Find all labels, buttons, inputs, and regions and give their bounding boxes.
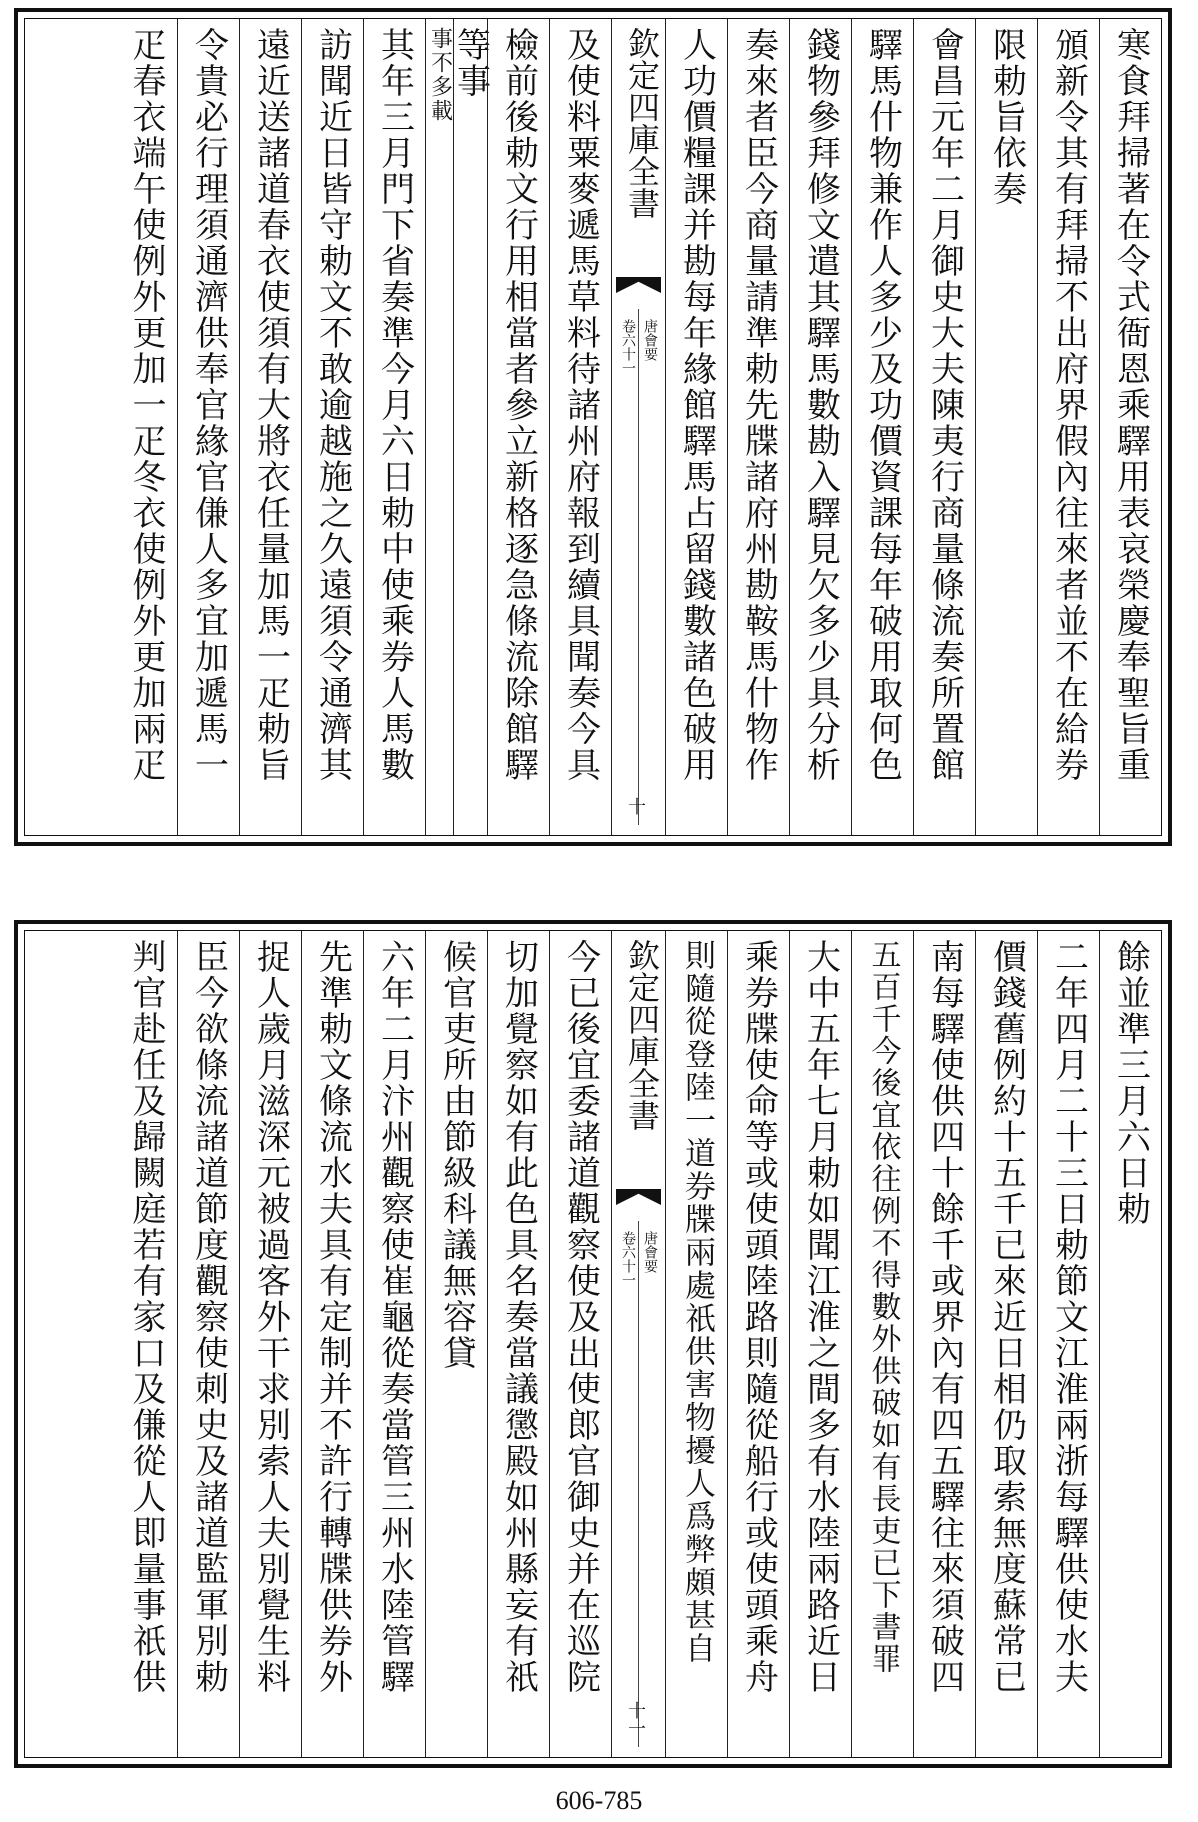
text-column: 及使料粟麥遞馬草料待諸州府報到續具聞奏今具 (549, 19, 611, 835)
text-column: 二年四月二十三日勅節文江淮兩浙每驛供使水夫 (1037, 931, 1099, 1757)
text-column: 錢物參拜修文遣其驛馬數勘入驛見欠多少具分析 (789, 19, 851, 835)
text-column: 判官赴任及歸闕庭若有家口及傔從人即量事祇供 (126, 939, 166, 1695)
text-column: 限勅旨依奏 (975, 19, 1037, 835)
upper-page-frame (24, 18, 1162, 836)
text-column: 乘券牒使命等或使頭陸路則隨從船行或使頭乘舟 (727, 931, 789, 1757)
text-column: 先準勅文條流水夫具有定制并不許行轉牒供券外 (301, 931, 363, 1757)
book-title: 唐會要 (642, 319, 658, 361)
lower-page-frame (24, 930, 1162, 1758)
text-column: 頒新令其有拜掃不出府界假內往來者並不在給券 (1037, 19, 1099, 835)
text-column: 奏來者臣今商量請準勅先牒諸府州勘鞍馬什物作 (727, 19, 789, 835)
text-column: 南每驛使供四十餘千或界內有四五驛往來須破四 (913, 931, 975, 1757)
text-column: 餘並準三月六日勅 (1099, 931, 1161, 1757)
upper-page (14, 8, 1172, 846)
text-column: 則隨從登陸一道券牒兩處祇供害物擾人爲弊頗甚自 (665, 931, 727, 1757)
text-column: 人功價糧課并勘每年緣館驛馬占留錢數諸色破用 (665, 19, 727, 835)
collection-title: 欽定四庫全書 (623, 939, 661, 1131)
text-column: 捉人歲月滋深元被過客外干求別索人夫別覺生料 (239, 931, 301, 1757)
text-column: 臣今欲條流諸道節度觀察使刺史及諸道監軍別勅 (177, 931, 239, 1757)
text-column: 檢前後勅文行用相當者參立新格逐急條流除館驛 (487, 19, 549, 835)
text-column: 價錢舊例約十五千已來近日相仍取索無度蘇常已 (975, 931, 1037, 1757)
text-column: 令貴必行理須通濟供奉官緣官傔人多宜加遞馬一 (177, 19, 239, 835)
text-column: 其年三月門下省奏準今月六日勅中使乘券人馬數 (363, 19, 425, 835)
volume-label: 卷六十一 (620, 319, 636, 375)
collection-title: 欽定四庫全書 (623, 27, 661, 219)
text-column: 遠近送諸道春衣使須有大將衣任量加馬一疋勅旨 (239, 19, 301, 835)
text-column: 會昌元年二月御史大夫陳夷行商量條流奏所置館 (913, 19, 975, 835)
text-column: 大中五年七月勅如聞江淮之間多有水陸兩路近日 (789, 931, 851, 1757)
volume-label: 卷六十一 (620, 1231, 636, 1287)
annotation-column: 事不多載 (425, 19, 453, 835)
text-column: 切加覺察如有此色具名奏當議懲殿如州縣妄有祇 (487, 931, 549, 1757)
folio-number: 十一 (625, 1701, 646, 1737)
text-column: 訪聞近日皆守勅文不敢逾越施之久遠須令通濟其 (301, 19, 363, 835)
upper-page-columns (25, 19, 1161, 835)
text-column: 五百千今後宜依往例不得數外供破如有長吏已下書罪 (851, 931, 913, 1757)
lower-page-columns (25, 931, 1161, 1757)
fishtail-mark (616, 277, 661, 293)
text-column: 疋春衣端午使例外更加一疋冬衣使例外更加兩疋 (126, 27, 166, 783)
text-column: 寒食拜掃著在令式衙恩乘驛用表哀榮慶奉聖旨重 (1099, 19, 1161, 835)
text-column: 候官吏所由節級科議無容貸 (425, 931, 487, 1757)
center-fold-header (611, 19, 665, 835)
text-column: 六年二月汴州觀察使崔龜從奏當管三州水陸管驛 (363, 931, 425, 1757)
center-fold-header (611, 931, 665, 1757)
fold-line (638, 309, 639, 825)
text-column: 今已後宜委諸道觀察使及出使郎官御史并在巡院 (549, 931, 611, 1757)
book-title: 唐會要 (642, 1231, 658, 1273)
folio-number: 十 (625, 797, 646, 815)
text-column: 驛馬什物兼作人多少及功價資課每年破用取何色 (851, 19, 913, 835)
fold-line (638, 1221, 639, 1747)
text-column: 等事 (453, 19, 487, 835)
catalog-number: 606-785 (555, 1786, 643, 1815)
lower-page (14, 920, 1172, 1768)
fishtail-mark (616, 1189, 661, 1205)
